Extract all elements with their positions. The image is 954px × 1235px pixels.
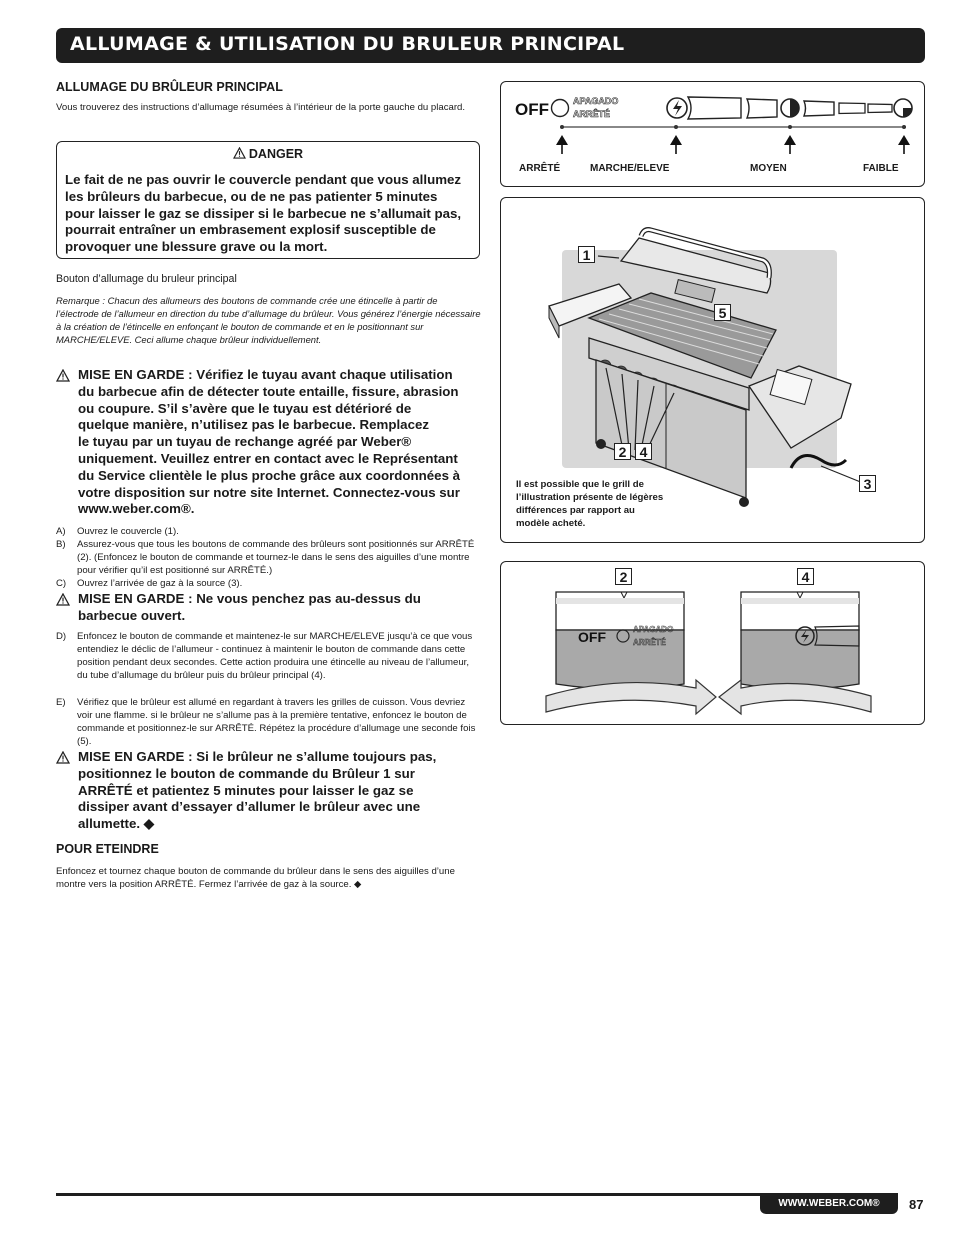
warning-triangle-icon	[56, 751, 70, 764]
dial-label-high: MARCHE/ELEVE	[590, 163, 670, 174]
section-title: POUR ETEINDRE	[56, 842, 159, 856]
flame-wedge-small	[804, 101, 834, 116]
dial-label-medium: MOYEN	[750, 163, 787, 174]
step-letter: A)	[56, 526, 66, 537]
dial-arrete-text: ARRÊTÉ	[573, 109, 611, 119]
list-item	[56, 630, 482, 696]
header-bar	[56, 28, 925, 63]
dial-label-off: ARRÊTÉ	[519, 163, 561, 174]
svg-text:APAGADO: APAGADO	[633, 625, 674, 634]
warning-line: MISE EN GARDE : Vérifiez le tuyau avant chaque utilisation	[78, 367, 453, 382]
step-text: Ouvrez l’arrivée de gaz à la source (3).	[77, 578, 243, 589]
warning-line: quelque manière, n’utilisez pas le barbecue. Remplacez	[78, 417, 430, 433]
ignition-section	[56, 273, 482, 346]
warning-line: uniquement. Veuillez entrer en contact avec le Représentant	[78, 450, 458, 466]
dial-apagado-text: APAGADO	[573, 96, 619, 106]
step-letter: E)	[56, 697, 66, 708]
warning-line: barbecue ouvert.	[78, 607, 186, 623]
step-letter: D)	[56, 631, 67, 642]
step-text: Ouvrez le couvercle (1).	[77, 526, 179, 537]
warning-line: positionnez le bouton de commande du Brûleur 1 sur	[78, 765, 415, 781]
warning-line: MISE EN GARDE : Si le brûleur ne s’allume toujours pas,	[78, 749, 437, 764]
knob-panel	[500, 561, 925, 725]
page-number: 87	[909, 1197, 924, 1212]
warning-relight-text	[78, 749, 482, 833]
svg-text:ARRÊTÉ: ARRÊTÉ	[633, 638, 666, 647]
page-title: ALLUMAGE & UTILISATION DU BRULEUR PRINCIPAL	[70, 33, 625, 55]
list-item	[56, 538, 482, 577]
section-turn-off	[56, 842, 482, 891]
dial-diagram	[501, 82, 923, 185]
step-text: Vérifiez que le brûleur est allumé en regardant à travers les grilles de cuisson. Vous devriez voir une flamme. si le brûleur ne s’allume pas à la première tentative, enfoncez le bouton de commande et positionnez-le sur ARRÊTÉ. Répétez la procédure d’allumage une seconde fois (5).	[77, 697, 476, 747]
warning-line: le tuyau par un tuyau de rechange agréé par Weber®	[78, 434, 412, 450]
callout-4: 4	[635, 443, 652, 460]
section-title: ALLUMAGE DU BRÛLEUR PRINCIPAL	[56, 80, 283, 94]
callout-3: 3	[859, 475, 876, 492]
section-text: Enfoncez et tournez chaque bouton de commande du brûleur dans le sens des aiguilles d’une montre vers la position ARRÊTÉ. Fermez l’arrivée de gaz à la source. ◆	[56, 866, 455, 890]
danger-box	[56, 141, 480, 259]
warning-line: votre disposition sur notre site Internet. Connectez-vous sur	[78, 484, 460, 500]
danger-title	[57, 147, 479, 161]
danger-label: DANGER	[248, 147, 304, 161]
dial-panel	[500, 81, 925, 187]
warning-triangle-icon	[56, 593, 70, 606]
section-lighting	[56, 80, 482, 114]
warning-line: dissiper avant d’essayer d’allumer le brûleur avec une	[78, 799, 421, 815]
ignition-subtitle: Bouton d’allumage du bruleur principal	[56, 273, 237, 285]
ignition-note: Remarque : Chacun des allumeurs des boutons de commande crée une étincelle à partir de l’électrode de l’allumeur en direction du tube d’allumage du brûleur. Vous générez l’énergie nécessaire à la création de l’étincelle en enfonçant le bouton de commande et en le positionnant sur MARCHE/ELEVE. Ceci allume chaque brûleur individuellement.	[56, 295, 481, 345]
flame-wedge-large	[688, 97, 741, 119]
step-text: Enfoncez le bouton de commande et maintenez-le sur MARCHE/ELEVE jusqu’à ce que vous entendiez le déclic de l’allumeur - continuez à maintenir le bouton de commande dans cette position pendant deux secondes. Cette action produira une étincelle au niveau de l’allumeur, du tube d’allumage du brûleur puis du brûleur principal (4).	[77, 631, 473, 681]
warning-line: www.weber.com®.	[78, 501, 195, 517]
callout-5: 5	[714, 304, 731, 321]
warning-line: du barbecue afin de détecter toute entaille, fissure, abrasion	[78, 383, 459, 399]
list-item	[56, 525, 482, 538]
illustration-note: Il est possible que le grill de l’illustration présente de légères différences par rapport au modèle acheté.	[516, 479, 664, 529]
section-intro: Vous trouverez des instructions d’allumage résumées à l’intérieur de la porte gauche du placard.	[56, 102, 466, 113]
callout-4: 4	[797, 568, 814, 585]
dial-label-low: FAIBLE	[863, 163, 899, 174]
off-circle-icon	[552, 100, 569, 117]
warning-lean	[56, 591, 482, 627]
warning-line: allumette. ◆	[78, 816, 154, 832]
callout-2: 2	[615, 568, 632, 585]
warning-triangle-icon	[56, 369, 70, 382]
warning-line: du Service clientèle le plus proche grâce aux coordonnées à	[78, 467, 461, 483]
flame-wedge-medium	[747, 99, 777, 118]
step-letter: C)	[56, 578, 67, 589]
callout-2: 2	[614, 443, 631, 460]
warning-lean-text	[78, 591, 482, 625]
list-item	[56, 577, 482, 590]
step-text: Assurez-vous que tous les boutons de commande des brûleurs sont positionnés sur ARRÊTÉ (2). (Enfoncez le bouton de commande et tournez-le dans le sens des aiguilles d’une montre pour vérifier qu’il est positionné sur ARRÊTÉ.)	[77, 539, 475, 576]
warning-line: ou coupure. S’il s’avère que le tuyau est détérioré de	[78, 400, 412, 416]
lightning-icon	[673, 100, 682, 116]
warning-hose-text	[78, 367, 488, 518]
list-item	[56, 696, 482, 748]
knob-off-text: OFF	[578, 629, 606, 645]
dial-off-text: OFF	[515, 100, 549, 119]
warning-relight	[56, 749, 482, 835]
warning-hose	[56, 367, 482, 517]
callout-1: 1	[578, 246, 595, 263]
warning-triangle-icon	[233, 147, 246, 159]
warning-line: MISE EN GARDE : Ne vous penchez pas au-dessus du	[78, 591, 421, 606]
danger-text: Le fait de ne pas ouvrir le couvercle pendant que vous allumez les brûleurs du barbecue, ou de ne pas patienter 5 minutes pour laisser le gaz se dissiper si le barbecue ne s’allumait pas, pourrait entraîner un embrasement explosif susceptible de provoquer une blessure grave ou la mort.	[65, 172, 462, 255]
step-letter: B)	[56, 539, 66, 550]
warning-line: ARRÊTÉ et patientez 5 minutes pour laisser le gaz se	[78, 782, 414, 798]
knob-illustration	[501, 562, 923, 723]
footer-url[interactable]: WWW.WEBER.COM®	[760, 1194, 898, 1214]
